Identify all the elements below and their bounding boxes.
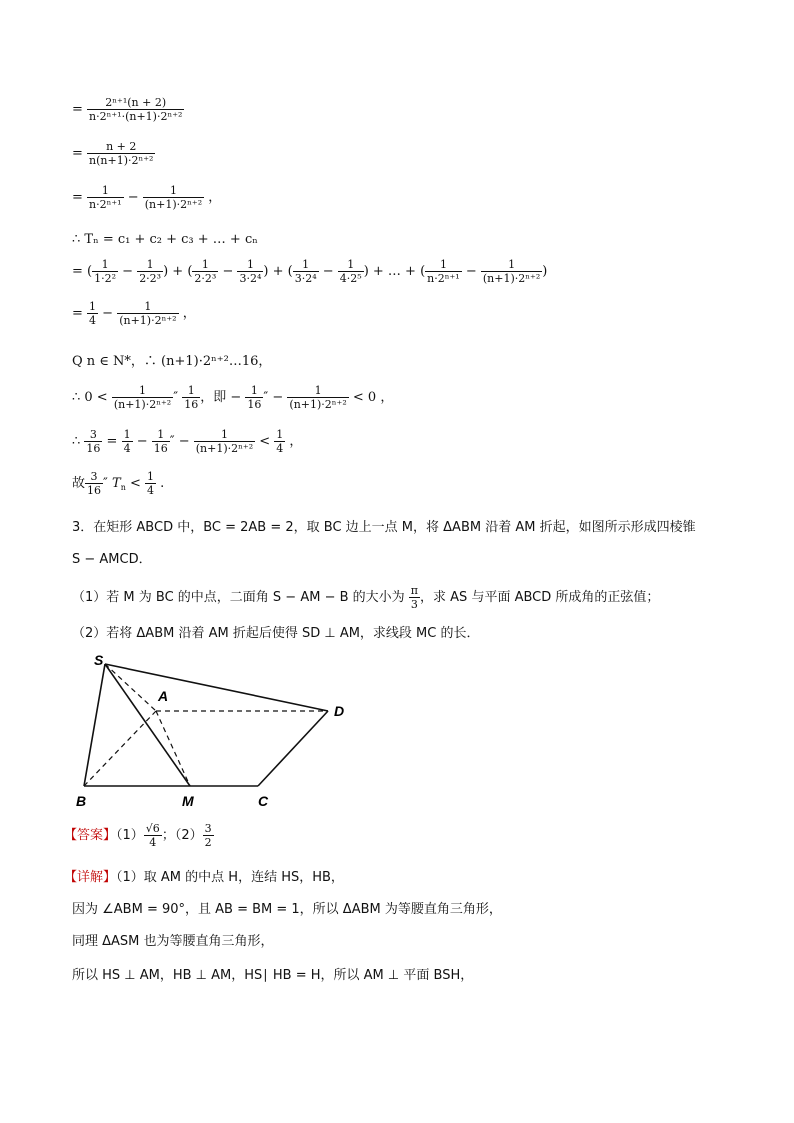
problem-question-2: （2）若将 ΔABM 沿着 AM 折起后使得 SD ⊥ AM，求线段 MC 的长． xyxy=(72,626,480,641)
label-b: B xyxy=(76,793,87,809)
math-line-5: = ( $\frac{1}{\text{1·2²}}$ − $\frac{1}{\text{2·2³}}$ ) + ( $\frac{1}{\text{2·2³}}$ − $\frac{1}{\text{3·2⁴}}$ ) + ( $\frac{1}{\text{3·2⁴}}$ − $\frac{1}{\text{4·2⁵}}$ ) + … + ( $\frac{1}{\text{n·2ⁿ⁺¹}}$ − $\frac{1}{\text{(n+1)·2ⁿ⁺²}}$ ) xyxy=(72,258,548,285)
math-line-7: Q n ∈ N*，∴ (n+1)·2ⁿ⁺²…16， xyxy=(72,354,272,369)
label-m: M xyxy=(182,793,194,809)
label-a: A xyxy=(158,688,169,704)
label-s: S xyxy=(94,652,104,668)
detail-tag: 【详解】 xyxy=(64,870,117,885)
math-line-4: ∴ Tₙ = c₁ + c₂ + c₃ + … + cₙ xyxy=(72,232,258,247)
detail-line-2: 因为 ∠ABM = 90°，且 AB = BM = 1，所以 ΔABM 为等腰直角三角形， xyxy=(72,902,502,917)
math-line-8: ∴ 0 < $\frac{1}{\text{(n+1)·2ⁿ⁺²}}$ ″ $\frac{1}{16}$ ，即 − $\frac{1}{16}$ ″ − $\frac{1}{\text{(n+1)·2ⁿ⁺²}}$ < 0 ， xyxy=(72,384,394,411)
detail-line-3: 同理 ΔASM 也为等腰直角三角形， xyxy=(72,934,274,949)
problem-line-2: S − AMCD． xyxy=(72,552,152,567)
problem-line-1: 3．在矩形 ABCD 中，BC = 2AB = 2，取 BC 边上一点 M，将 ΔABM 沿着 AM 折起，如图所示形成四棱锥 xyxy=(72,520,696,535)
math-line-2: = $\frac{n + 2}{\text{n(n+1)·2ⁿ⁺²}}$ xyxy=(72,140,154,167)
label-c: C xyxy=(258,793,269,809)
math-line-3: = $\frac{1}{\text{n·2ⁿ⁺¹}}$ − $\frac{1}{\text{(n+1)·2ⁿ⁺²}}$ ， xyxy=(72,184,222,211)
math-line-9: ∴ $\frac{3}{16}$ = $\frac{1}{4}$ − $\frac{1}{16}$ ″ − $\frac{1}{\text{(n+1)·2ⁿ⁺²}}$ < $\frac{1}{4}$ ， xyxy=(72,428,303,455)
answer-line: 【答案】（1） $\frac{√6}{4}$ ；（2） $\frac{3}{2}$ xyxy=(64,822,212,849)
pyramid-figure xyxy=(72,650,372,810)
math-line-1: = $\frac{\text{2ⁿ⁺¹(n + 2)}}{\text{n·2ⁿ⁺¹·(n+1)·2ⁿ⁺²}}$ xyxy=(72,96,183,123)
detail-line-1: 【详解】（1）取 AM 的中点 H，连结 HS，HB， xyxy=(64,870,344,885)
detail-line-4: 所以 HS ⊥ AM，HB ⊥ AM，HS∣ HB = H，所以 AM ⊥ 平面 BSH， xyxy=(72,968,474,983)
math-line-6: = $\frac{1}{4}$ − $\frac{1}{\text{(n+1)·2ⁿ⁺²}}$ ， xyxy=(72,300,196,327)
answer-tag: 【答案】 xyxy=(64,828,117,843)
label-d: D xyxy=(334,703,345,719)
math-line-10: 故 $\frac{3}{16}$ ″ $T_n$ < $\frac{1}{4}$ . xyxy=(72,470,165,497)
problem-question-1: （1）若 M 为 BC 的中点，二面角 S − AM − B 的大小为 $\frac{\pi}{3}$ ，求 AS 与平面 ABCD 所成角的正弦值； xyxy=(72,584,660,611)
